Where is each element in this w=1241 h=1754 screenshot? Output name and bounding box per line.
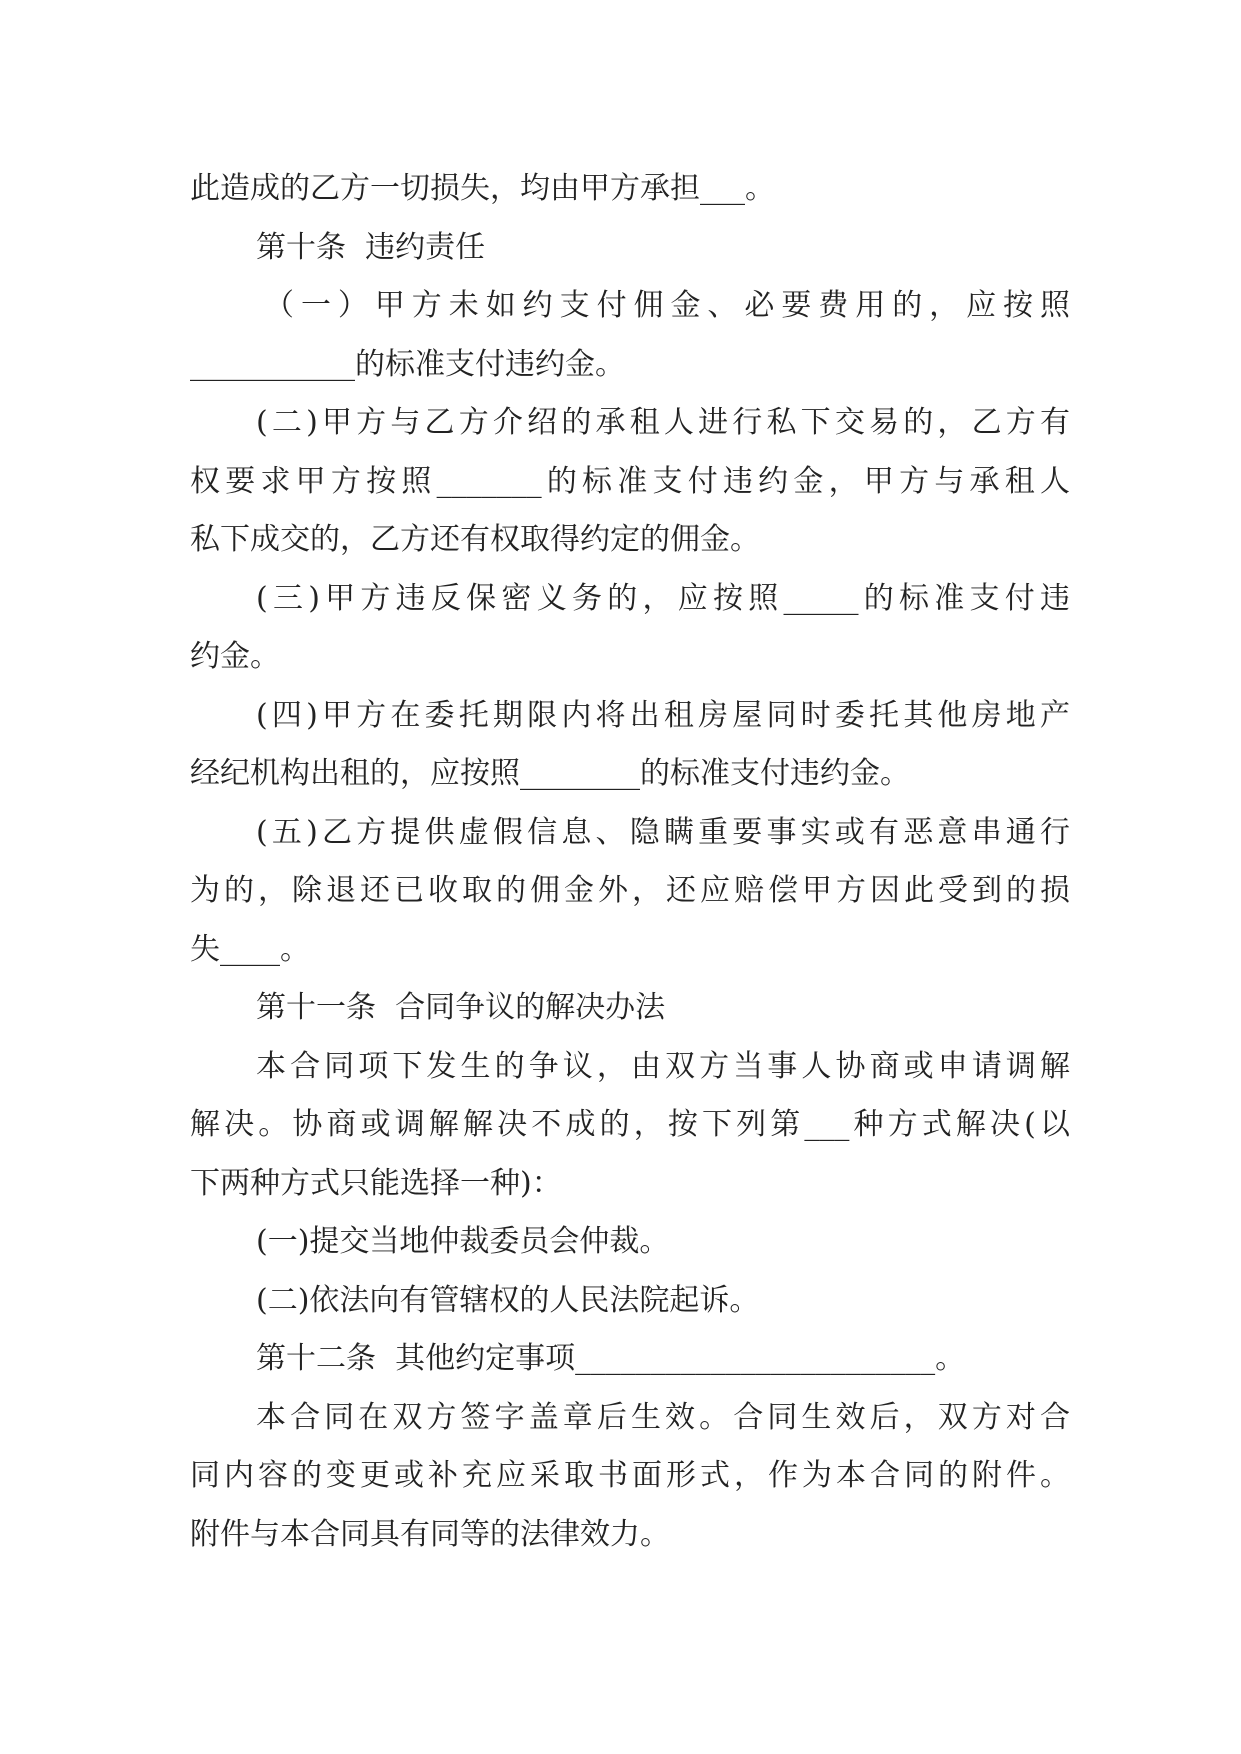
text-line: 同内容的变更或补充应采取书面形式，作为本合同的附件。 <box>190 1458 1070 1493</box>
text-line: 本合同项下发生的争议，由双方当事人协商或申请调解 <box>256 1048 1070 1084</box>
text-line: （一）甲方未如约支付佣金、必要费用的，应按照 <box>264 288 1070 323</box>
text-line: (五)乙方提供虚假信息、隐瞒重要事实或有恶意串通行 <box>256 814 1070 850</box>
text-line: 权要求甲方按照_______的标准支付违约金，甲方与承租人 <box>190 463 1070 499</box>
text-line: (二)依法向有管辖权的人民法院起诉。 <box>256 1282 760 1318</box>
text-line: (一)提交当地仲裁委员会仲裁。 <box>256 1224 670 1259</box>
text-line: (三)甲方违反保密义务的，应按照_____的标准支付违 <box>256 580 1070 616</box>
text-line: 本合同在双方签字盖章后生效。合同生效后，双方对合 <box>256 1399 1070 1435</box>
text-line: 私下成交的，乙方还有权取得约定的佣金。 <box>190 522 760 557</box>
text-line: 经纪机构出租的，应按照________的标准支付违约金。 <box>190 756 910 791</box>
text-line: 此造成的乙方一切损失，均由甲方承担___。 <box>190 171 775 206</box>
article-heading: 第十条 违约责任 <box>256 229 486 265</box>
text-line: (二)甲方与乙方介绍的承租人进行私下交易的，乙方有 <box>256 405 1070 440</box>
text-line: (四)甲方在委托期限内将出租房屋同时委托其他房地产 <box>256 697 1070 733</box>
text-line: 为的，除退还已收取的佣金外，还应赔偿甲方因此受到的损 <box>190 873 1070 908</box>
text-line: 约金。 <box>190 639 280 674</box>
text-line: 失____。 <box>190 931 310 967</box>
article-heading: 第十二条 其他约定事项________________________。 <box>256 1341 966 1376</box>
article-heading: 第十一条 合同争议的解决办法 <box>256 990 666 1025</box>
text-line: 附件与本合同具有同等的法律效力。 <box>190 1516 670 1552</box>
text-line: 解决。协商或调解解决不成的，按下列第___种方式解决(以 <box>190 1107 1070 1142</box>
text-line: ___________的标准支付违约金。 <box>190 346 625 382</box>
document-body <box>190 160 1070 1564</box>
text-line: 下两种方式只能选择一种)： <box>190 1165 562 1201</box>
